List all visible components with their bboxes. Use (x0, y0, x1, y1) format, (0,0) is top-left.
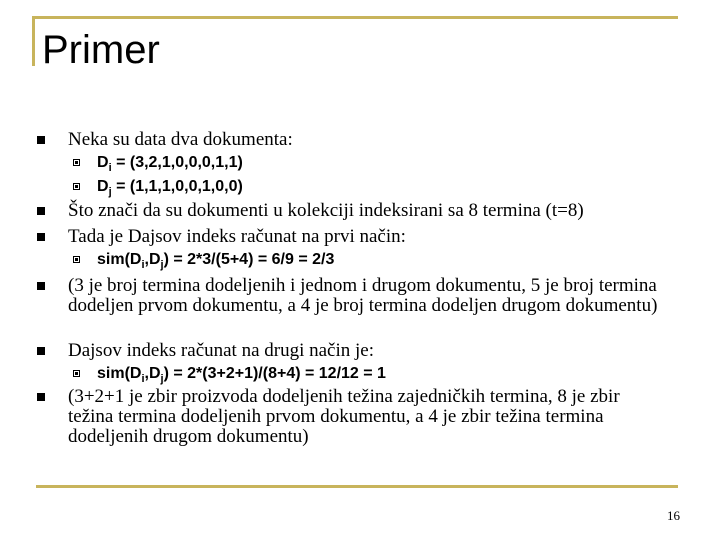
vector-values: = (3,2,1,0,0,0,1,1) (111, 154, 243, 171)
bullet-text: Neka su data dva dokumenta: (68, 129, 293, 150)
square-bullet-icon (37, 393, 45, 401)
sub-bullet-item (97, 250, 657, 270)
vector-values: = (1,1,1,0,0,1,0,0) (111, 178, 243, 195)
formula-middle: ,D (144, 365, 161, 382)
vector-subscript: j (108, 186, 112, 198)
square-bullet-icon (37, 207, 45, 215)
bullet-item (68, 276, 668, 316)
formula-start: sim(D (97, 365, 142, 382)
slide-title: Primer (42, 28, 160, 72)
bullet-text: Što znači da su dokumenti u kolekciji indeksirani sa 8 termina (t=8) (68, 200, 584, 221)
sub-bullet-item (97, 153, 657, 173)
square-bullet-icon (37, 282, 45, 290)
formula-subscript-i: i (141, 373, 145, 385)
vector-subscript: i (108, 162, 112, 174)
bullet-item (68, 201, 668, 221)
square-bullet-icon (37, 233, 45, 241)
bullet-item (68, 227, 668, 247)
bullet-text: (3 je broj termina dodeljenih i jednom i drugom dokumentu, 5 je broj termina dodeljen prvom dokumentu, a 4 je broj termina dodeljen drugom dokumentu) (68, 275, 658, 316)
bullet-text: Tada je Dajsov indeks računat na prvi način: (68, 226, 406, 247)
square-bullet-icon (37, 136, 45, 144)
sub-bullet-item (97, 364, 657, 384)
hollow-square-bullet-icon (73, 370, 80, 377)
bottom-border-line (36, 485, 678, 488)
formula-middle: ,D (144, 251, 161, 268)
square-bullet-icon (37, 347, 45, 355)
bullet-item (68, 387, 668, 447)
bullet-item (68, 341, 668, 361)
vector-label: D (97, 154, 109, 171)
formula-start: sim(D (97, 251, 142, 268)
hollow-square-bullet-icon (73, 159, 80, 166)
bullet-text: (3+2+1 je zbir proizvoda dodeljenih težina zajedničkih termina, 8 je zbir težina termina dodeljenih prvom dokumentu, a 4 je zbir težina termina dodeljenih drugom dokumentu) (68, 386, 620, 447)
formula-end: ) = 2*(3+2+1)/(8+4) = 12/12 = 1 (163, 365, 386, 382)
page-number: 16 (667, 508, 680, 523)
formula-subscript-j: j (160, 373, 164, 385)
vector-label: D (97, 178, 109, 195)
formula-subscript-i: i (141, 259, 145, 271)
bullet-text: Dajsov indeks računat na drugi način je: (68, 340, 375, 361)
hollow-square-bullet-icon (73, 256, 80, 263)
formula-subscript-j: j (160, 259, 164, 271)
sub-bullet-item (97, 177, 657, 197)
bullet-item (68, 130, 668, 150)
hollow-square-bullet-icon (73, 183, 80, 190)
formula-end: ) = 2*3/(5+4) = 6/9 = 2/3 (163, 251, 335, 268)
